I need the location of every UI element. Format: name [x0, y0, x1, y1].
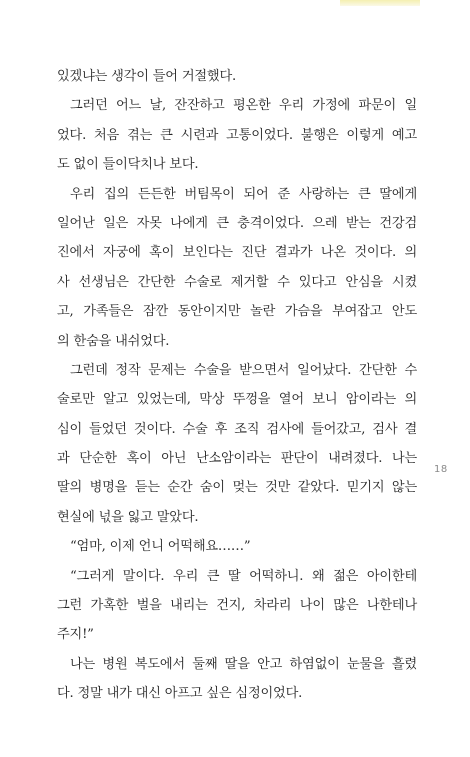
body-text [57, 62, 417, 709]
page-number: 18 [434, 464, 448, 475]
dialogue-line: “엄마, 이제 언니 어떡해요……” [70, 539, 251, 555]
top-edge-mark [340, 0, 420, 6]
text-line: 사 선생님은 간단한 수술로 제거할 수 있다고 안심을 시켰 [57, 274, 417, 290]
text-line: 현실에 넋을 잃고 말았다. [57, 509, 199, 525]
text-line: 의 한숨을 내쉬었다. [57, 333, 170, 349]
text-line: 있겠냐는 생각이 들어 거절했다. [57, 69, 236, 84]
text-line: 딸의 병명을 듣는 순간 숨이 멎는 것만 같았다. 믿기지 않는 [57, 480, 417, 496]
dialogue-line: “그러게 말이다. 우리 큰 딸 어떡하니. 왜 젊은 아이한테 [70, 568, 417, 584]
text-line: 과 단순한 혹이 아닌 난소암이라는 판단이 내려졌다. 나는 [57, 451, 417, 467]
dialogue-line: 그런 가혹한 벌을 내리는 건지, 차라리 나이 많은 나한테나 [57, 598, 417, 614]
text-line: 도 없이 들이닥치나 보다. [57, 157, 199, 173]
text-line: 그러던 어느 날, 잔잔하고 평온한 우리 가정에 파문이 일 [70, 98, 417, 114]
text-line: 우리 집의 든든한 버팀목이 되어 준 사랑하는 큰 딸에게 [70, 186, 417, 202]
text-line: 나는 병원 복도에서 둘째 딸을 안고 하염없이 눈물을 흘렸 [70, 656, 417, 672]
text-line: 고, 가족들은 잠깐 동안이지만 놀란 가슴을 부여잡고 안도 [57, 304, 417, 320]
text-line: 다. 정말 내가 대신 아프고 싶은 심정이었다. [57, 686, 303, 702]
text-line: 일어난 일은 자못 나에게 큰 충격이었다. 으레 받는 건강검 [57, 215, 417, 231]
text-line: 진에서 자궁에 혹이 보인다는 진단 결과가 나온 것이다. 의 [57, 245, 417, 261]
text-line: 술로만 알고 있었는데, 막상 뚜껑을 열어 보니 암이라는 의 [57, 392, 417, 408]
text-line: 그런데 정작 문제는 수술을 받으면서 일어났다. 간단한 수 [70, 362, 417, 378]
text-line: 었다. 처음 겪는 큰 시련과 고통이었다. 불행은 이렇게 예고 [57, 127, 417, 143]
text-line: 심이 들었던 것이다. 수술 후 조직 검사에 들어갔고, 검사 결 [57, 421, 417, 437]
dialogue-line: 주지!” [57, 627, 94, 643]
